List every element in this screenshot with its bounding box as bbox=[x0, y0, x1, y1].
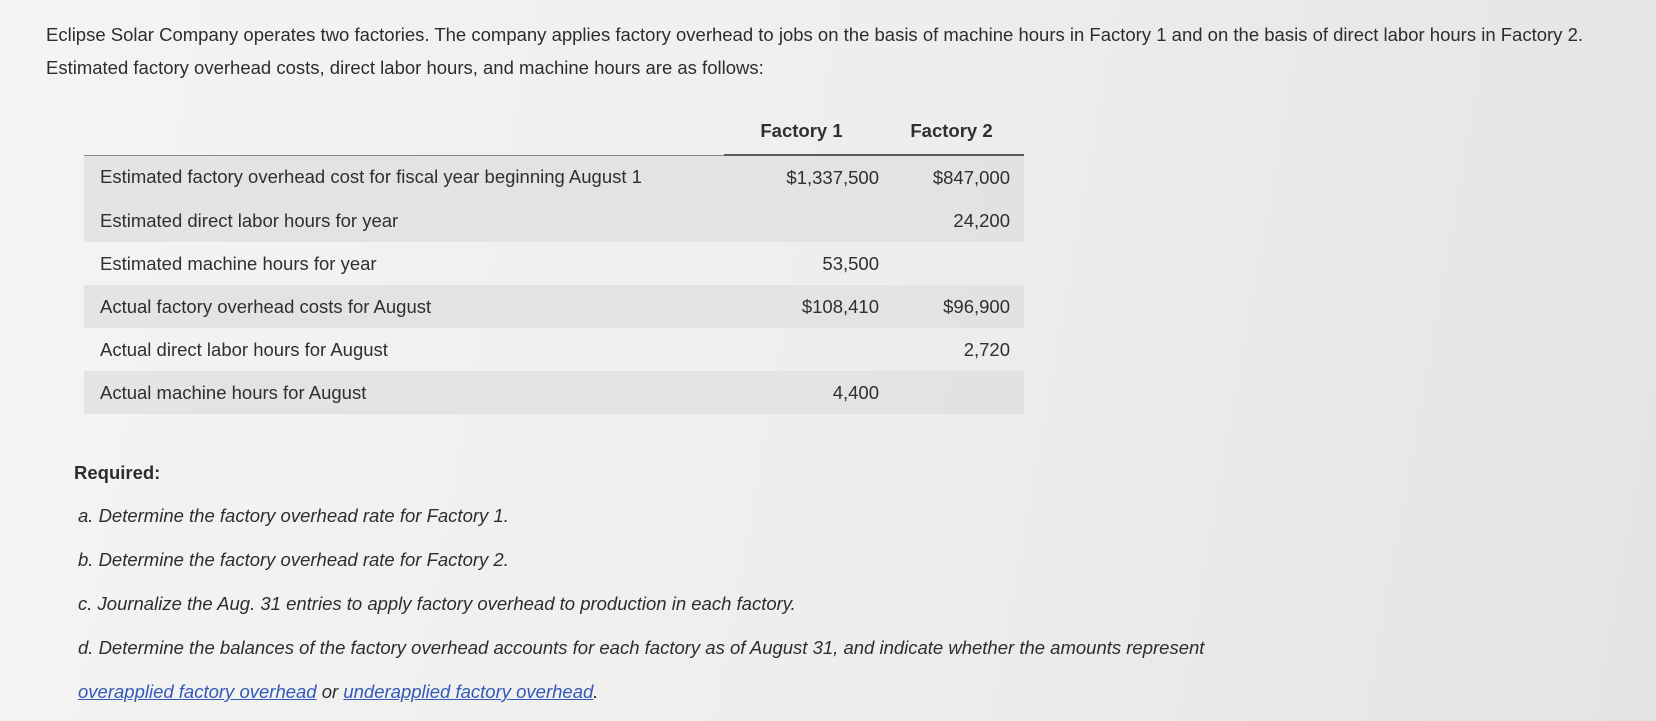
required-heading: Required: bbox=[74, 462, 161, 483]
row-label: Actual machine hours for August bbox=[84, 371, 724, 414]
table-row bbox=[84, 199, 1024, 242]
table-row bbox=[84, 328, 1024, 371]
table-row bbox=[84, 285, 1024, 328]
header-label-column bbox=[84, 120, 724, 155]
requirement-d-text: d. Determine the balances of the factory overhead accounts for each factory as of August 31, and indicate whether the amounts represent bbox=[78, 637, 1205, 658]
requirement-b: b. Determine the factory overhead rate for Factory 2. bbox=[78, 549, 509, 570]
overhead-data-table bbox=[84, 120, 1024, 414]
row-label: Estimated direct labor hours for year bbox=[84, 199, 724, 242]
overhead-data-table-container bbox=[84, 120, 1024, 414]
row-label: Actual factory overhead costs for August bbox=[84, 285, 724, 328]
table-row bbox=[84, 242, 1024, 285]
requirements-list bbox=[78, 494, 1578, 714]
problem-intro: Eclipse Solar Company operates two factories. The company applies factory overhead to jobs on the basis of machine hours in Factory 1 and on the basis of direct labor hours in Factory 2. Estimated factory overhead costs, direct labor hours, and machine hours are as follows: bbox=[46, 24, 1583, 78]
requirement-a: a. Determine the factory overhead rate for Factory 1. bbox=[78, 505, 509, 526]
row-label: Estimated machine hours for year bbox=[100, 252, 377, 274]
requirement-c: c. Journalize the Aug. 31 entries to apply factory overhead to production in each factory. bbox=[78, 593, 796, 614]
requirement-d bbox=[78, 626, 1578, 670]
row-label: Estimated factory overhead cost for fiscal year beginning August 1 bbox=[84, 155, 724, 199]
factory-2-value: 24,200 bbox=[879, 199, 1024, 242]
factory-1-value: $1,337,500 bbox=[724, 155, 879, 199]
factory-2-value bbox=[879, 371, 1024, 414]
header-factory-1: Factory 1 bbox=[724, 120, 879, 155]
table-header-row bbox=[84, 120, 1024, 155]
factory-1-value: 53,500 bbox=[822, 252, 879, 274]
factory-1-value: $108,410 bbox=[724, 285, 879, 328]
table-row bbox=[84, 371, 1024, 414]
factory-1-value bbox=[724, 328, 879, 371]
requirement-d-or: or bbox=[316, 681, 344, 702]
header-factory-2: Factory 2 bbox=[879, 120, 1024, 155]
factory-2-value: 2,720 bbox=[963, 338, 1010, 360]
factory-2-value: $96,900 bbox=[879, 285, 1024, 328]
factory-1-value bbox=[724, 199, 879, 242]
table-row bbox=[84, 155, 1024, 199]
requirement-d-end: . bbox=[593, 681, 599, 702]
factory-1-value: 4,400 bbox=[724, 371, 879, 414]
row-label: Actual direct labor hours for August bbox=[100, 338, 388, 360]
factory-2-value bbox=[879, 242, 1024, 285]
factory-2-value: $847,000 bbox=[879, 155, 1024, 199]
underapplied-factory-overhead-link[interactable]: underapplied factory overhead bbox=[343, 681, 594, 702]
overapplied-factory-overhead-link[interactable]: overapplied factory overhead bbox=[78, 681, 317, 702]
requirement-d-continued bbox=[78, 670, 1578, 714]
